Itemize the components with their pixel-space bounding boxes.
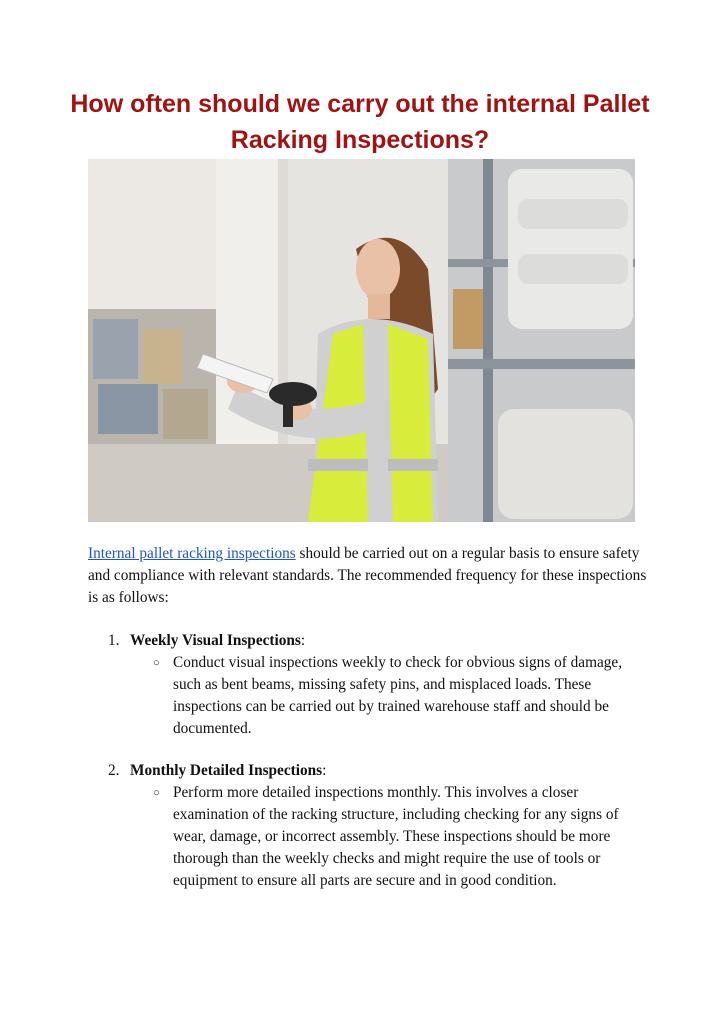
warehouse-photo bbox=[88, 159, 635, 522]
list-number: 2. bbox=[108, 762, 120, 779]
circle-bullet-icon: ○ bbox=[153, 787, 160, 799]
list-number: 1. bbox=[108, 632, 120, 649]
list-colon: : bbox=[322, 762, 327, 779]
sub-item-text: Perform more detailed inspections monthly. This involves a closer examination of the racking structure, including checking for any signs of wear, damage, or incorrect assembly. These inspections should be more thorough than the weekly checks and might require the use of tools or equipment to ensure all parts are secure and in good condition. bbox=[173, 784, 619, 889]
intro-paragraph bbox=[88, 543, 648, 609]
inspections-link[interactable]: Internal pallet racking inspections bbox=[88, 545, 296, 562]
circle-bullet-icon: ○ bbox=[153, 657, 160, 669]
page-title: How often should we carry out the internal Pallet Racking Inspections? bbox=[70, 90, 650, 154]
warehouse-inspector-illustration bbox=[88, 159, 635, 522]
list-heading: Weekly Visual Inspections bbox=[130, 632, 301, 649]
list-heading: Monthly Detailed Inspections bbox=[130, 762, 323, 779]
list-colon: : bbox=[300, 632, 306, 649]
list-item-monthly bbox=[108, 760, 326, 782]
sub-item-text: Conduct visual inspections weekly to check for obvious signs of damage, such as bent beams, missing safety pins, and misplaced loads. These inspections can be carried out by trained warehouse staff and should be documented. bbox=[173, 654, 623, 737]
list-item-weekly bbox=[108, 630, 305, 652]
intro-text: should be carried out on a regular basis to ensure safety and compliance with relevant standards. The recommended frequency for these inspections is as follows: bbox=[88, 545, 647, 606]
